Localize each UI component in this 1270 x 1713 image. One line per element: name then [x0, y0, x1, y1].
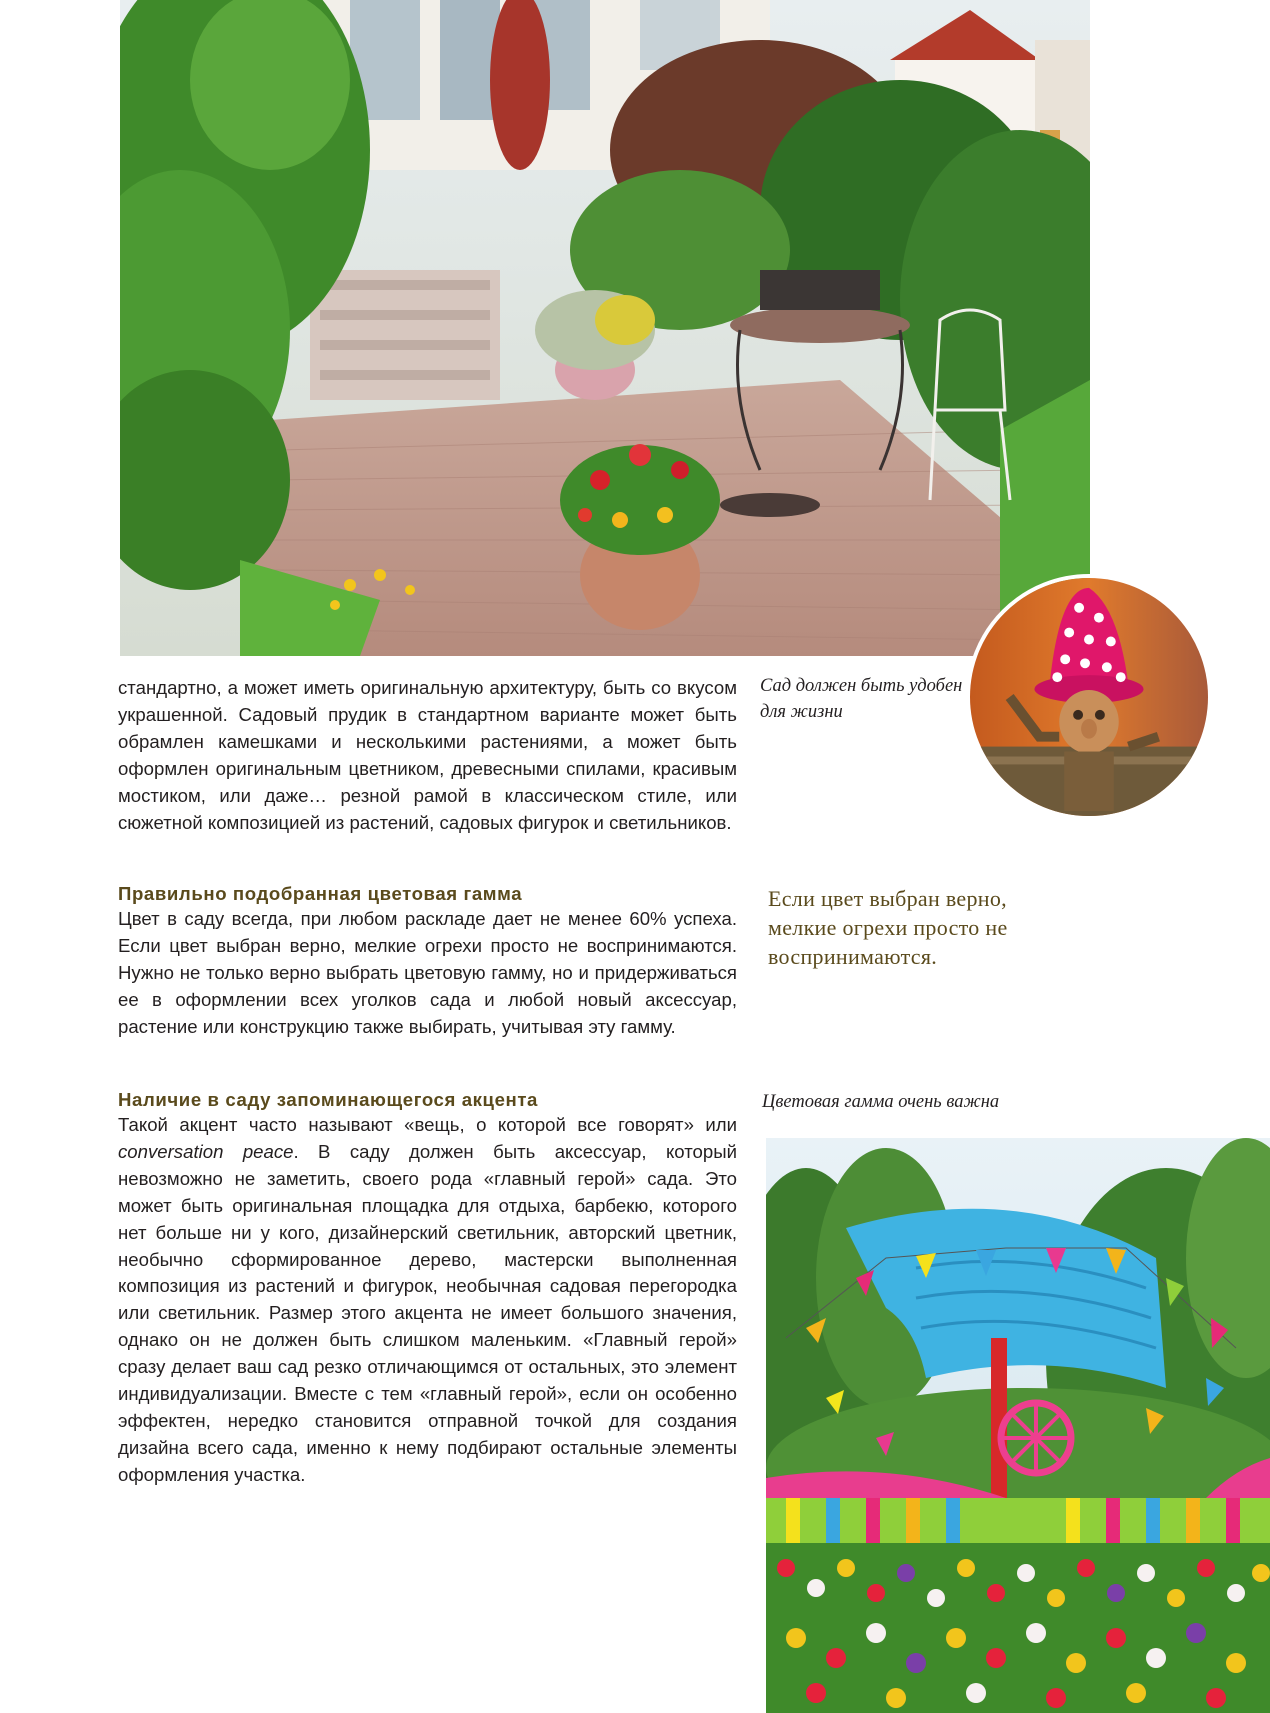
accent-text-start: Такой акцент часто называют «вещь, о которой все говорят» или: [118, 1114, 737, 1135]
pull-quote: Если цвет выбран верно, мелкие огрехи просто не воспринимаются.: [768, 886, 1008, 969]
garden-patio-photo: [120, 0, 1090, 656]
flower-boat-photo: [766, 1138, 1270, 1713]
section-heading-accent: Наличие в саду запоминающегося акцента: [118, 1089, 538, 1110]
accent-term: conversation peace: [118, 1140, 294, 1162]
accent-text-end: . В саду должен быть аксессуар, который невозможно не заметить, своего рода «главный герой» сада. Это может быть оригинальная площадка для отдыха, барбекю, которого нет больше ни у кого, дизайнерский светильник, авторский цветник, необычно сформированное дерево, мастерски выполненная композиция из растений и фигурок, необычная садовая перегородка или светильник. Размер этого акцента не имеет большого значения, однако он не должен быть слишком маленьким. «Главный герой» сразу делает ваш сад резко отличающимся от остальных, это элемент индивидуализации. Вместе с тем «главный герой», если он особенно эффектен, нередко становится отправной точкой для создания дизайна всего сада, именно к нему подбирают остальные элементы оформления участка.: [118, 1140, 737, 1485]
boat-photo-caption: Цветовая гамма очень важна: [762, 1092, 1000, 1112]
gnome-figure-photo: [966, 574, 1212, 820]
section-heading-color: Правильно подобранная цветовая гамма: [118, 883, 523, 904]
section-paragraph-accent: [118, 1112, 737, 1489]
garden-photo-caption: Сад должен быть удобен для жизни: [760, 676, 963, 722]
section-paragraph-color: Цвет в саду всегда, при любом раскладе дает не менее 60% успеха. Если цвет выбран верно, мелкие огрехи просто не воспринимаются. Нужно не только верно выбрать цветовую гамму, но и придерживаться ее в оформлении всех уголков сада и любой новый аксессуар, растение или конструкцию также выбирать, учитывая эту гамму.: [118, 908, 737, 1037]
intro-paragraph: стандартно, а может иметь оригинальную архитектуру, быть со вкусом украшенной. Садовый прудик в стандартном варианте может быть обрамлен камешками и несколькими растениями, а может быть оформлен оригинальным цветником, древесными спилами, красивым мостиком, или даже… резной рамой в классическом стиле, или сюжетной композицией из растений, садовых фигурок и светильников.: [118, 677, 737, 833]
